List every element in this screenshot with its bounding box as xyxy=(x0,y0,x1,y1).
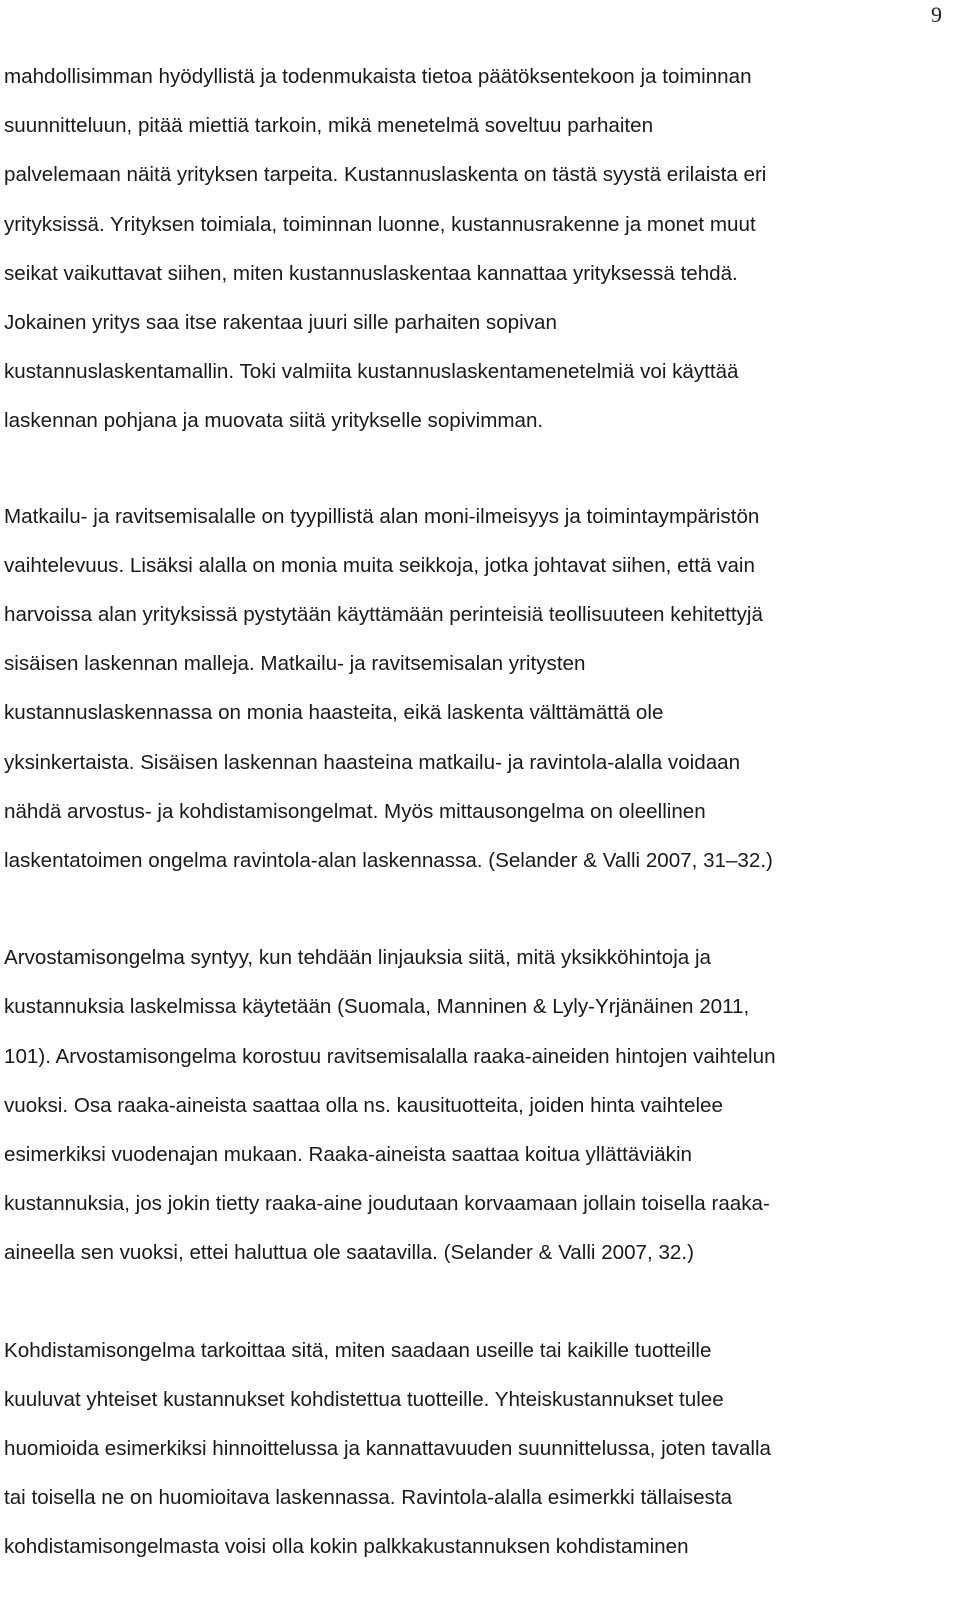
paragraph-spacer xyxy=(4,446,944,492)
text-line: aineella sen vuoksi, ettei haluttua ole saatavilla. (Selander & Valli 2007, 32.) xyxy=(4,1241,694,1265)
text-line: kustannuksia laskelmissa käytetään (Suomala, Manninen & Lyly-Yrjänäinen 2011, xyxy=(4,995,750,1019)
paragraph-valuation-problem xyxy=(4,933,944,1277)
text-line: tai toisella ne on huomioitava laskennassa. Ravintola-alalla esimerkki tällaisesta xyxy=(4,1486,733,1510)
paragraph-costing-choice xyxy=(4,52,944,446)
paragraph-spacer xyxy=(4,1278,944,1326)
text-line: kohdistamisongelmasta voisi olla kokin palkkakustannuksen kohdistaminen xyxy=(4,1535,689,1559)
text-line: esimerkiksi vuodenajan mukaan. Raaka-aineista saattaa koitua yllättäviäkin xyxy=(4,1143,692,1167)
text-line: vaihtelevuus. Lisäksi alalla on monia muita seikkoja, jotka johtavat siihen, että vain xyxy=(4,553,755,577)
text-line: Jokainen yritys saa itse rakentaa juuri sille parhaiten sopivan xyxy=(4,311,557,335)
text-line: kustannuslaskennassa on monia haasteita, eikä laskenta välttämättä ole xyxy=(4,701,664,725)
text-line: laskennan pohjana ja muovata siitä yritykselle sopivimman. xyxy=(4,409,544,433)
text-line: seikat vaikuttavat siihen, miten kustannuslaskentaa kannattaa yrityksessä tehdä. xyxy=(4,261,738,285)
text-line: palvelemaan näitä yrityksen tarpeita. Kustannuslaskenta on tästä syystä erilaista eri xyxy=(4,163,767,187)
page-number: 9 xyxy=(931,2,942,27)
text-line: vuoksi. Osa raaka-aineista saattaa olla ns. kausituotteita, joiden hinta vaihtelee xyxy=(4,1093,723,1117)
text-line: kustannuslaskentamallin. Toki valmiita kustannuslaskentamenetelmiä voi käyttää xyxy=(4,360,739,384)
text-line: sisäisen laskennan malleja. Matkailu- ja ravitsemisalan yritysten xyxy=(4,652,586,676)
text-line: yrityksissä. Yrityksen toimiala, toiminnan luonne, kustannusrakenne ja monet muut xyxy=(4,212,756,236)
text-line: suunnitteluun, pitää miettiä tarkoin, mikä menetelmä soveltuu parhaiten xyxy=(4,114,654,138)
text-line: Matkailu- ja ravitsemisalalle on tyypillistä alan moni-ilmeisyys ja toimintaympäristön xyxy=(4,504,760,528)
text-line: kuuluvat yhteiset kustannukset kohdistettua tuotteille. Yhteiskustannukset tulee xyxy=(4,1387,724,1411)
paragraph-spacer xyxy=(4,885,944,933)
text-line: 101). Arvostamisongelma korostuu ravitsemisalalla raaka-aineiden hintojen vaihtelun xyxy=(4,1044,776,1068)
text-line: kustannuksia, jos jokin tietty raaka-aine joudutaan korvaamaan jollain toisella raaka- xyxy=(4,1192,770,1216)
document-body xyxy=(4,52,944,1572)
paragraph-hospitality-challenges xyxy=(4,492,944,886)
text-line: yksinkertaista. Sisäisen laskennan haasteina matkailu- ja ravintola-alalla voidaan xyxy=(4,750,741,774)
text-line: Arvostamisongelma syntyy, kun tehdään linjauksia siitä, mitä yksikköhintoja ja xyxy=(4,946,711,970)
text-line: harvoissa alan yrityksissä pystytään käyttämään perinteisiä teollisuuteen kehitettyjä xyxy=(4,603,763,627)
text-line: mahdollisimman hyödyllistä ja todenmukaista tietoa päätöksentekoon ja toiminnan xyxy=(4,65,752,88)
paragraph-allocation-problem xyxy=(4,1326,944,1572)
text-line: huomioida esimerkiksi hinnoittelussa ja kannattavuuden suunnittelussa, joten tavalla xyxy=(4,1437,772,1461)
text-line: laskentatoimen ongelma ravintola-alan laskennassa. (Selander & Valli 2007, 31–32.) xyxy=(4,849,773,873)
text-line: nähdä arvostus- ja kohdistamisongelmat. Myös mittausongelma on oleellinen xyxy=(4,799,706,823)
text-line: Kohdistamisongelma tarkoittaa sitä, miten saadaan useille tai kaikille tuotteille xyxy=(4,1338,712,1362)
